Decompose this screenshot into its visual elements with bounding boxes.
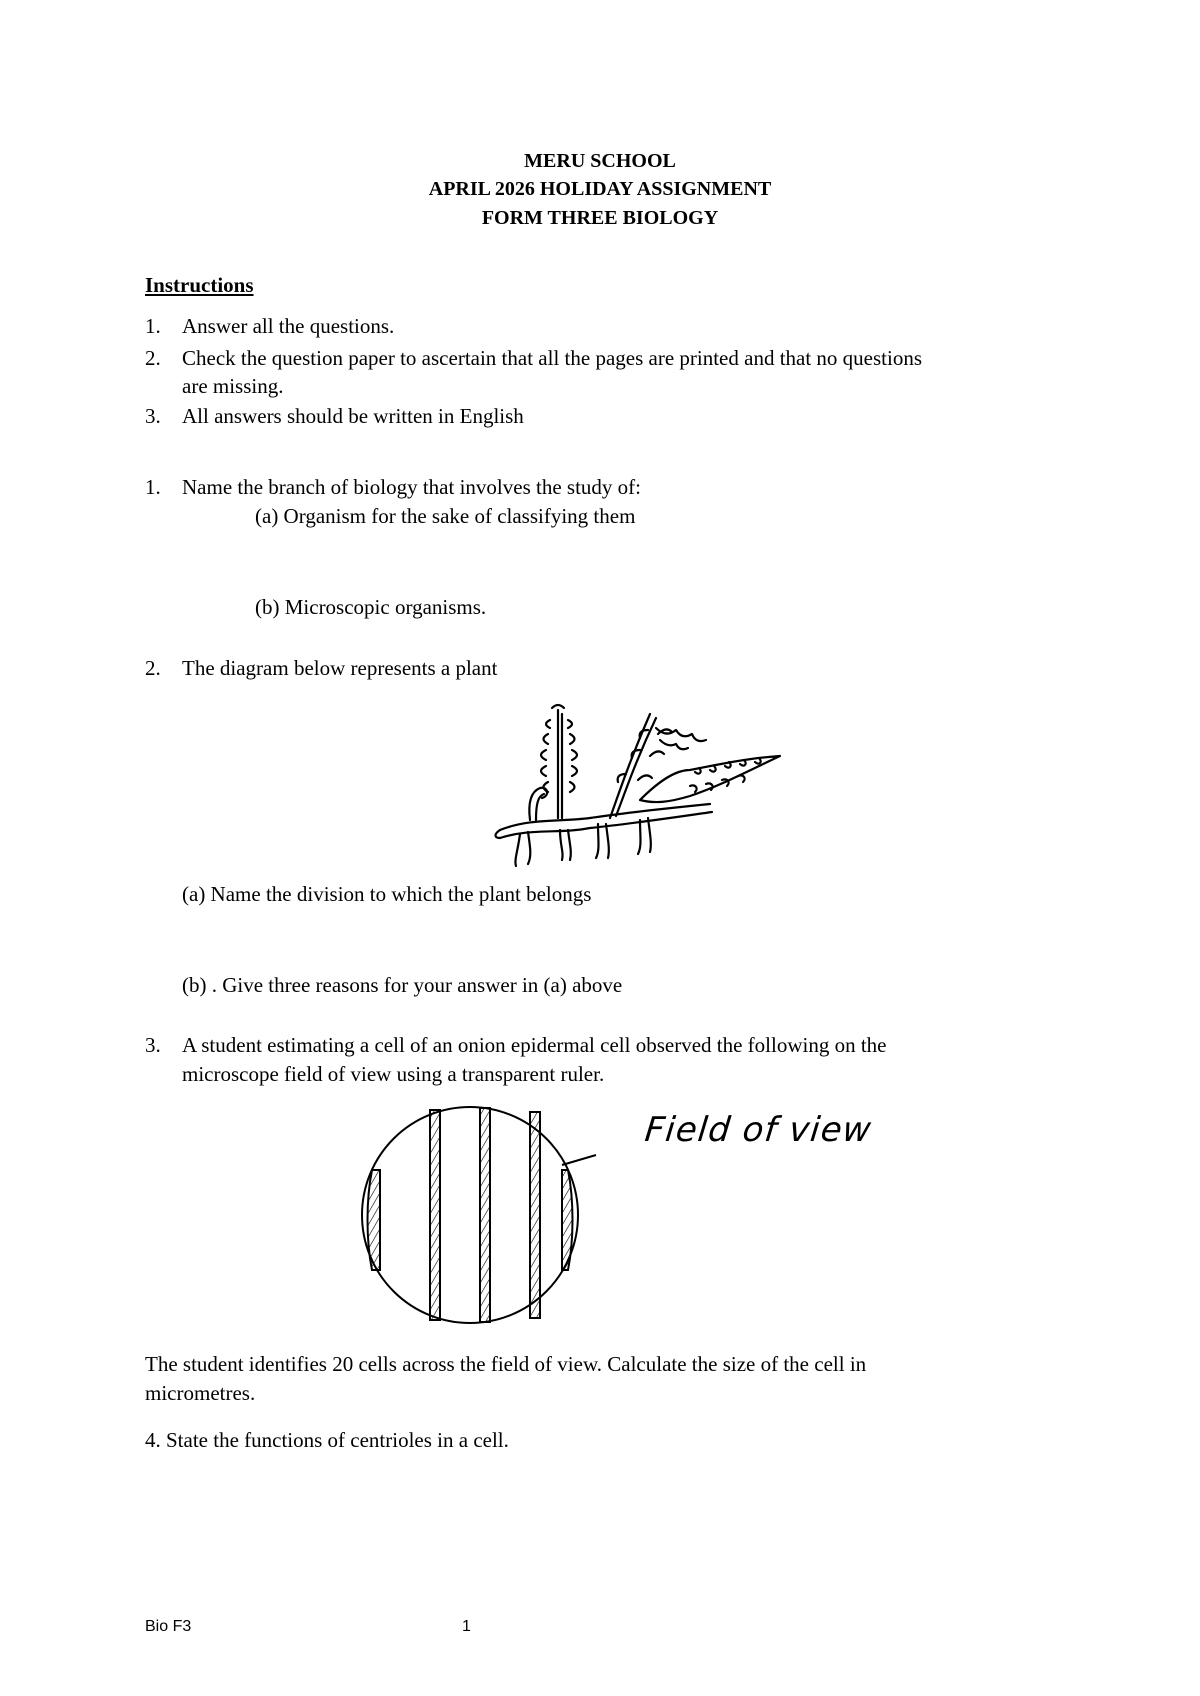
question-part-b: (b) . Give three reasons for your answer in (a) above (182, 973, 623, 997)
question-part-b: (b) Microscopic organisms. (255, 595, 487, 619)
field-of-view-label: Field of view (642, 1110, 874, 1150)
instruction-text-continued: are missing. (182, 374, 284, 398)
field-of-view-circle (362, 1107, 578, 1323)
question-text-continued: micrometres. (145, 1381, 256, 1405)
question-number: 3. (145, 1033, 161, 1057)
ruler-mark (530, 1112, 540, 1318)
instruction-text: Check the question paper to ascertain that all the pages are printed and that no questions (182, 346, 923, 370)
question-number: 2. (145, 656, 161, 680)
question-stem: Name the branch of biology that involves the study of: (182, 475, 641, 499)
ruler-mark (480, 1108, 490, 1322)
instruction-text: Answer all the questions. (182, 314, 395, 338)
label-pointer (562, 1155, 596, 1165)
instruction-number: 1. (145, 314, 161, 338)
question-stem: A student estimating a cell of an onion epidermal cell observed the following on the (182, 1033, 887, 1057)
page-number: 1 (462, 1618, 471, 1635)
question-number: 1. (145, 475, 161, 499)
subject-title: FORM THREE BIOLOGY (481, 207, 719, 229)
footer-label: Bio F3 (145, 1618, 192, 1635)
instructions-heading: Instructions (145, 273, 254, 297)
ruler-mark (430, 1110, 440, 1320)
question-stem-continued: microscope field of view using a transparent ruler. (182, 1062, 605, 1086)
question-stem: The diagram below represents a plant (182, 656, 498, 680)
ruler-mark (562, 1170, 573, 1270)
school-name: MERU SCHOOL (524, 150, 676, 172)
question-text: The student identifies 20 cells across the field of view. Calculate the size of the cell in (145, 1352, 867, 1376)
question-4: 4. State the functions of centrioles in a cell. (145, 1428, 509, 1452)
assignment-title: APRIL 2026 HOLIDAY ASSIGNMENT (428, 178, 772, 200)
instruction-number: 2. (145, 346, 161, 370)
question-part-a: (a) Organism for the sake of classifying them (255, 504, 636, 528)
instruction-text: All answers should be written in English (182, 404, 524, 428)
ruler-mark (368, 1170, 381, 1270)
instruction-number: 3. (145, 404, 161, 428)
question-part-a: (a) Name the division to which the plant belongs (182, 882, 592, 906)
fern-plant-diagram (490, 700, 800, 870)
